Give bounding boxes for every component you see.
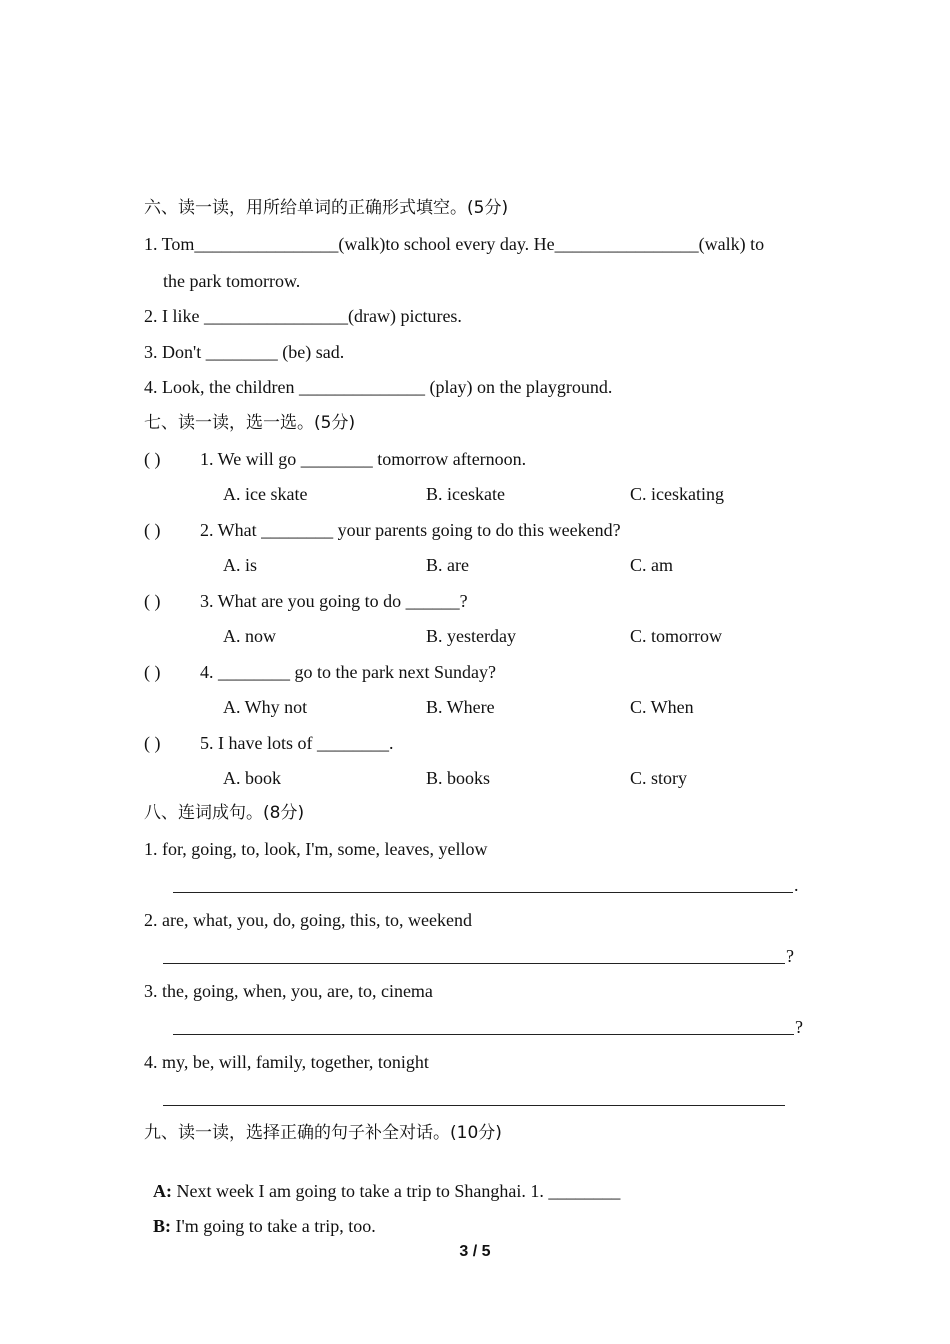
section-8-title: 八、连词成句。(8分) bbox=[144, 803, 305, 823]
s7-q3-option-b: B. yesterday bbox=[426, 626, 516, 646]
answer-end-3: ? bbox=[795, 1017, 803, 1037]
s7-q3-option-c: C. tomorrow bbox=[630, 626, 722, 646]
section-9-title: 九、读一读，选择正确的句子补全对话。(10分) bbox=[144, 1123, 502, 1143]
answer-end-2: ? bbox=[786, 946, 794, 966]
s7-q4-option-a: A. Why not bbox=[223, 697, 308, 717]
answer-bracket: ( ) bbox=[144, 591, 161, 611]
s7-q1-option-b: B. iceskate bbox=[426, 484, 505, 504]
s7-q5-option-a: A. book bbox=[223, 768, 281, 788]
dialogue-line-b bbox=[144, 1193, 376, 1237]
answer-bracket: ( ) bbox=[144, 520, 161, 540]
answer-bracket: ( ) bbox=[144, 733, 161, 753]
s7-question-2: 2. What ________ your parents going to do this weekend? bbox=[200, 520, 621, 540]
answer-end-1: . bbox=[794, 875, 799, 895]
s6-question-2: 2. I like ________________(draw) pictures. bbox=[144, 306, 462, 326]
s6-question-3: 3. Don't ________ (be) sad. bbox=[144, 342, 345, 362]
answer-line-3[interactable] bbox=[173, 1034, 794, 1035]
s7-q2-option-b: B. are bbox=[426, 555, 469, 575]
s7-q5-option-c: C. story bbox=[630, 768, 688, 788]
s7-q2-option-a: A. is bbox=[223, 555, 258, 575]
s7-q4-option-c: C. When bbox=[630, 697, 694, 717]
s6-question-4: 4. Look, the children ______________ (play) on the playground. bbox=[144, 377, 613, 397]
s7-q1-option-a: A. ice skate bbox=[223, 484, 308, 504]
s7-question-4: 4. ________ go to the park next Sunday? bbox=[200, 662, 496, 682]
speaker-b: B: bbox=[153, 1216, 171, 1236]
answer-line-2[interactable] bbox=[163, 963, 785, 964]
section-6-title: 六、读一读，用所给单词的正确形式填空。(5分) bbox=[144, 198, 509, 218]
s7-q4-option-b: B. Where bbox=[426, 697, 495, 717]
s8-words-2: 2. are, what, you, do, going, this, to, weekend bbox=[144, 910, 472, 930]
s7-q1-option-c: C. iceskating bbox=[630, 484, 724, 504]
page-number: 3 / 5 bbox=[459, 1243, 491, 1260]
dialogue-text-b: I'm going to take a trip, too. bbox=[171, 1216, 376, 1236]
s6-question-1: 1. Tom________________(walk)to school every day. He________________(walk) to bbox=[144, 234, 765, 254]
answer-bracket: ( ) bbox=[144, 449, 161, 469]
s7-q2-option-c: C. am bbox=[630, 555, 673, 575]
s7-question-3: 3. What are you going to do ______? bbox=[200, 591, 468, 611]
answer-line-4[interactable] bbox=[163, 1105, 785, 1106]
s8-words-1: 1. for, going, to, look, I'm, some, leaves, yellow bbox=[144, 839, 488, 859]
answer-bracket: ( ) bbox=[144, 662, 161, 682]
s7-q3-option-a: A. now bbox=[223, 626, 276, 646]
speaker-a: A: bbox=[153, 1181, 172, 1201]
s7-q5-option-b: B. books bbox=[426, 768, 491, 788]
s7-question-1: 1. We will go ________ tomorrow afternoon. bbox=[200, 449, 527, 469]
s8-words-4: 4. my, be, will, family, together, tonight bbox=[144, 1052, 429, 1072]
dialogue-text-a: Next week I am going to take a trip to Shanghai. 1. ________ bbox=[172, 1181, 621, 1201]
section-7-title: 七、读一读，选一选。(5分) bbox=[144, 413, 356, 433]
s8-words-3: 3. the, going, when, you, are, to, cinema bbox=[144, 981, 433, 1001]
s6-question-1-continued: the park tomorrow. bbox=[163, 271, 301, 291]
answer-line-1[interactable] bbox=[173, 892, 793, 893]
s7-question-5: 5. I have lots of ________. bbox=[200, 733, 394, 753]
